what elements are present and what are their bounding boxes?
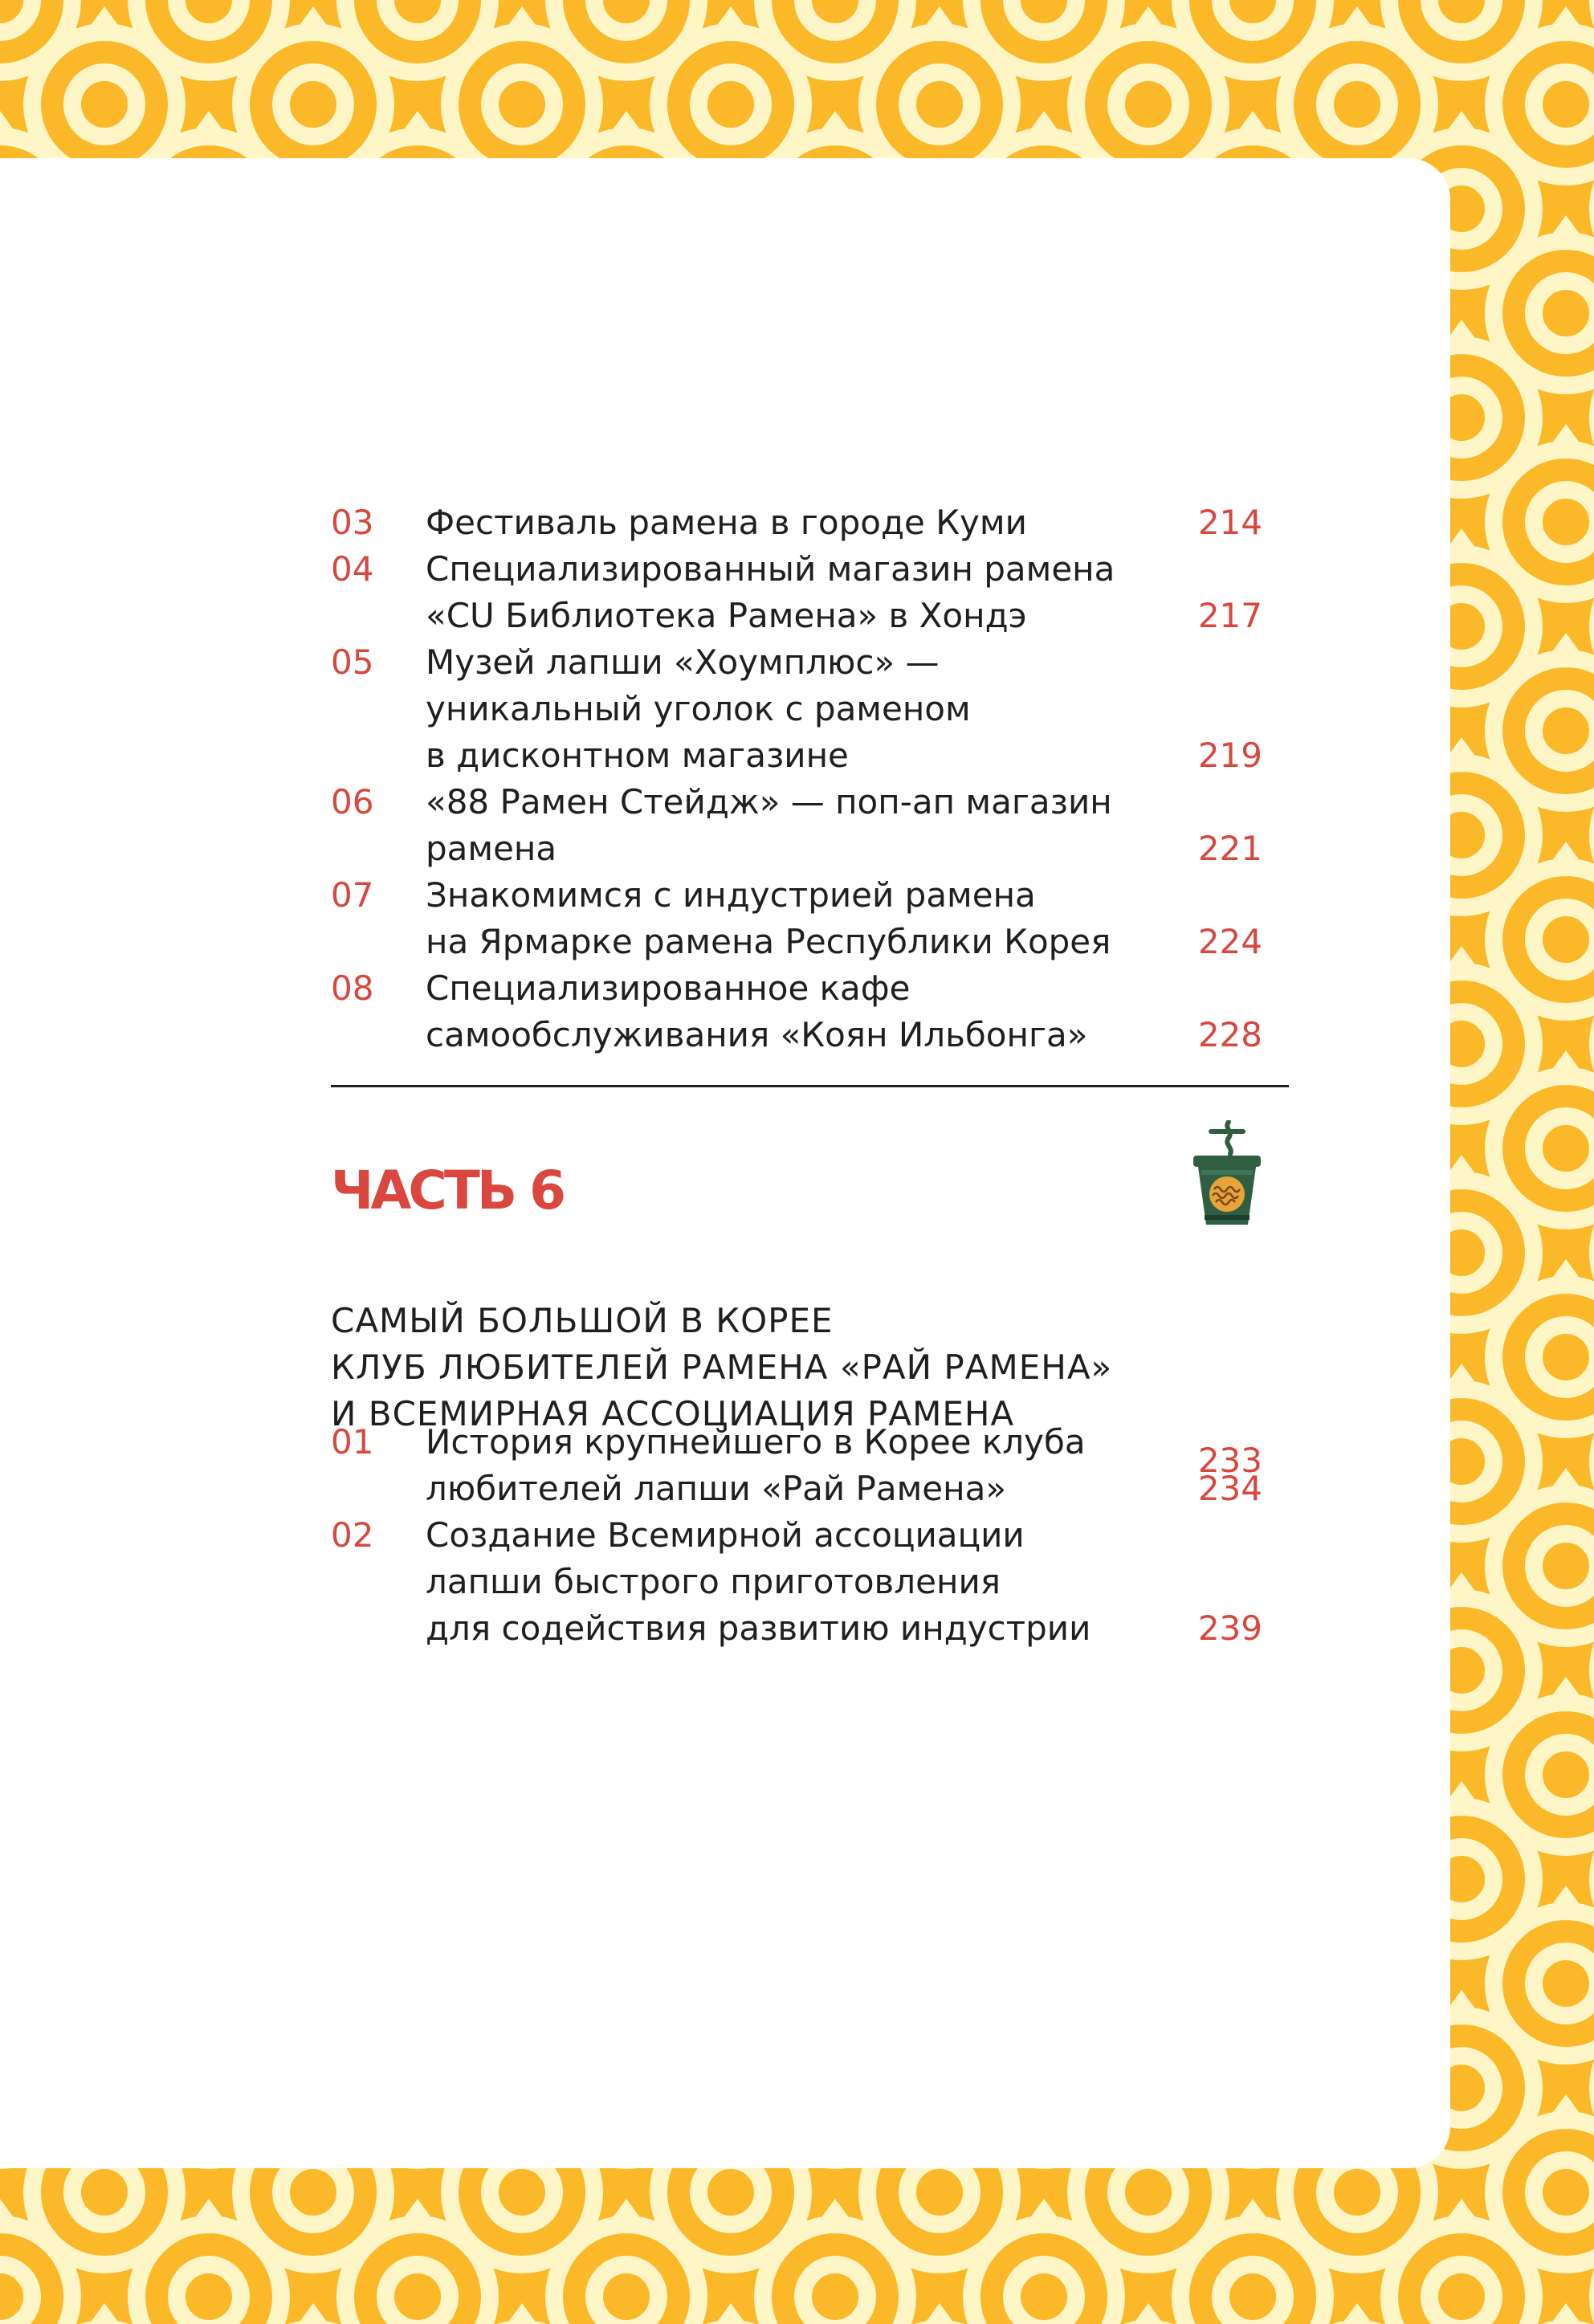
ramen-cup-icon <box>1187 1120 1267 1233</box>
toc-entry-title: «88 Рамен Стейдж» — поп-ап магазин рамена <box>426 782 1112 868</box>
toc-entry[interactable] <box>331 639 1262 779</box>
toc-entry-page: 221 <box>1197 829 1262 868</box>
toc-entry-title: Специализированный магазин рамена «CU Библиотека Рамена» в Хондэ <box>426 549 1115 635</box>
toc-entry-page: 214 <box>1197 503 1262 542</box>
toc-entry-page: 239 <box>1197 1608 1262 1648</box>
toc-entry-title: Создание Всемирной ассоциации лапши быстрого приготовления для содействия развитию индустрии <box>426 1515 1091 1648</box>
toc-entry-title: Фестиваль рамена в городе Куми <box>426 503 1027 542</box>
toc-entry-number: 08 <box>331 968 374 1008</box>
toc-entry[interactable] <box>331 1512 1262 1652</box>
toc-entry[interactable] <box>331 499 1262 546</box>
toc-entry-title: История крупнейшего в Корее клуба любителей лапши «Рай Рамена» <box>426 1422 1086 1508</box>
toc-entry[interactable] <box>331 546 1262 639</box>
toc-entry-page: 219 <box>1197 736 1262 775</box>
part-page-number: 233 <box>1197 1441 1262 1480</box>
toc-entry[interactable] <box>331 872 1262 965</box>
toc-entry-page: 217 <box>1197 596 1262 635</box>
toc-entry-number: 03 <box>331 503 374 542</box>
toc-entry-title: Знакомимся с индустрией рамена на Ярмарке рамена Республики Корея <box>426 875 1111 961</box>
toc-entry-title: Специализированное кафе самообслуживания «Коян Ильбонга» <box>426 968 1088 1054</box>
toc-entry-number: 01 <box>331 1422 374 1462</box>
toc-entry-number: 02 <box>331 1515 374 1555</box>
toc-entry-page: 224 <box>1197 922 1262 961</box>
toc-entry-number: 04 <box>331 549 374 589</box>
toc-entry[interactable] <box>331 779 1262 872</box>
part-label: ЧАСТЬ 6 <box>331 1160 564 1221</box>
toc-entry-page: 228 <box>1197 1015 1262 1054</box>
toc-entry-number: 06 <box>331 782 374 822</box>
toc-entry-page: 234 <box>1197 1469 1262 1508</box>
toc-entry[interactable] <box>331 1419 1262 1512</box>
toc-entry-number: 07 <box>331 875 374 915</box>
toc-entry-number: 05 <box>331 642 374 682</box>
toc-entry-title: Музей лапши «Хоумплюс» — уникальный уголок с раменом в дисконтном магазине <box>426 642 971 775</box>
part-title: САМЫЙ БОЛЬШОЙ В КОРЕЕ КЛУБ ЛЮБИТЕЛЕЙ РАМЕНА «РАЙ РАМЕНА» И ВСЕМИРНАЯ АССОЦИАЦИЯ РАМЕНА <box>331 1301 1113 1433</box>
toc-entry[interactable] <box>331 965 1262 1058</box>
section-divider <box>331 1085 1289 1087</box>
